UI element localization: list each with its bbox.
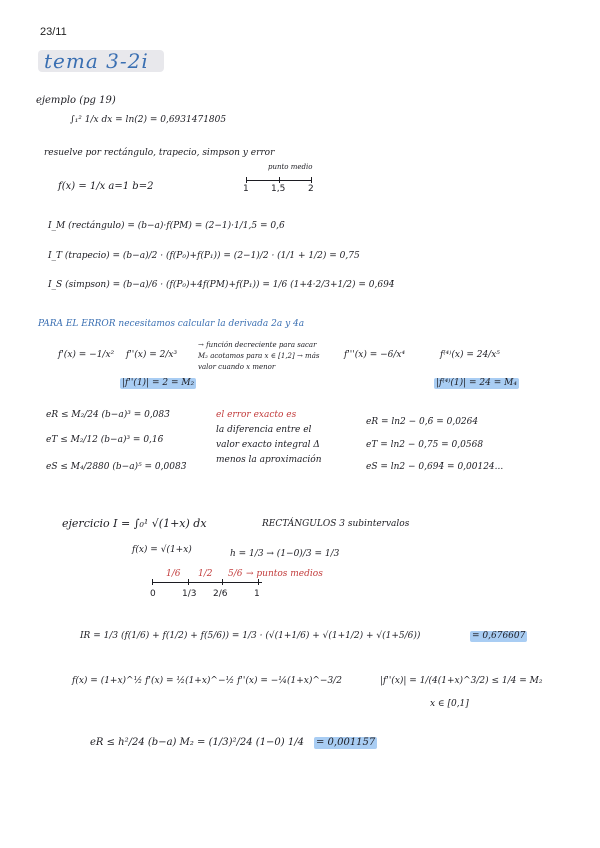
simpson-rule: I_S (simpson) = (b−a)/6 · (f(P₀)+4f(PM)+f(P₁)) = 1/6 (1+4·2/3+1/2) = 0,694̄: [48, 280, 395, 290]
exercise-step: h = 1/3 → (1−0)/3 = 1/3: [230, 549, 340, 559]
date: 23/11: [40, 26, 67, 38]
rectangle-result: = 0,676607: [472, 631, 526, 641]
error-bound-trapezoid: eT ≤ M₂/12 (b−a)³ = 0,16̄: [46, 435, 164, 445]
midpoint-label: punto medio: [268, 163, 313, 171]
midpoint-value: 1/6: [166, 569, 181, 579]
error-bound-rectangle: eR ≤ M₂/24 (b−a)³ = 0,083̄: [46, 410, 170, 420]
axis-tick: [246, 177, 247, 183]
rectangle-rule: I_M (rectángulo) = (b−a)·f(PM) = (2−1)·1/1,5 = 0,6̄: [48, 221, 285, 231]
explain-line: menos la aproximación: [216, 455, 322, 465]
first-derivative: f'(x) = −1/x²: [58, 350, 115, 360]
axis-tick: [258, 579, 259, 585]
exercise-function: f(x) = √(1+x): [132, 545, 192, 555]
third-derivative: f'''(x) = −6/x⁴: [344, 350, 406, 360]
axis-tick-label: 2/6: [213, 589, 228, 599]
example-integral: ∫₁² 1/x dx = ln(2) = 0,6931471805: [70, 115, 227, 125]
actual-error-simpson: eS = ln2 − 0,694̄ = 0,00124...: [366, 462, 504, 472]
axis-tick-label: 1: [254, 589, 260, 599]
bound-interval: x ∈ [0,1]: [430, 699, 469, 709]
fourth-derivative: f⁽⁴⁾(x) = 24/x⁵: [440, 350, 500, 360]
axis-tick: [279, 177, 280, 183]
axis-tick-label: 0: [150, 589, 156, 599]
explain-line-text: el error exacto es: [216, 410, 297, 420]
exercise-heading: ejercicio I = ∫₀¹ √(1+x) dx: [62, 517, 207, 530]
actual-error-rectangle: eR = ln2 − 0,6̄ = 0,0264: [366, 417, 479, 427]
exercise-axis-line: [152, 582, 262, 583]
axis-tick-label: 1: [243, 184, 249, 194]
example-prompt: resuelve por rectángulo, trapecio, simpson y error: [44, 148, 275, 158]
explain-line: [216, 411, 296, 420]
exercise-method: RECTÁNGULOS 3 subintervalos: [262, 519, 410, 529]
explain-line: la diferencia entre el: [216, 425, 312, 435]
m2-value: |f''(1)| = 2 = M₂: [122, 378, 195, 388]
error-heading: PARA EL ERROR necesitamos calcular la derivada 2a y 4a: [38, 319, 305, 329]
rectangle-sum: IR = 1/3 (f(1/6) + f(1/2) + f(5/6)) = 1/3 · (√(1+1/6) + √(1+1/2) + √(1+5/6)): [80, 631, 421, 641]
error-bound-simpson: eS ≤ M₄/2880 (b−a)⁵ = 0,0083̄: [46, 462, 187, 472]
derivative-note: → función decreciente para sacar M₂ acotamos para x ∈ [1,2] → más valor cuando x menor: [198, 341, 320, 371]
derivative-bound: |f''(x)| = 1/(4(1+x)^3/2) ≤ 1/4 = M₂: [380, 676, 543, 686]
exercise-derivatives: f(x) = (1+x)^½ f'(x) = ½(1+x)^−½ f''(x) = −¼(1+x)^−3/2: [72, 676, 342, 686]
actual-error-trapezoid: eT = ln2 − 0,75 = 0,0568: [366, 440, 484, 450]
axis-tick: [188, 579, 189, 585]
exercise-error-bound: eR ≤ h²/24 (b−a) M₂ = (1/3)²/24 (1−0) 1/4: [90, 737, 304, 748]
axis-tick: [222, 579, 223, 585]
axis-tick: [152, 579, 153, 585]
exercise-error-result: = 0,001157: [316, 737, 376, 748]
axis-tick: [311, 177, 312, 183]
midpoint-value: 5/6: [228, 569, 243, 579]
axis-tick-label: 2: [308, 184, 314, 194]
axis-tick-label: 1/3: [182, 589, 197, 599]
m4-value: |f⁽⁴⁾(1)| = 24 = M₄: [436, 378, 517, 388]
midpoint-value: 1/2: [198, 569, 213, 579]
page-title: tema 3-2i: [44, 49, 149, 73]
second-derivative: f''(x) = 2/x³: [126, 350, 178, 360]
trapezoid-rule: I_T (trapecio) = (b−a)/2 · (f(P₀)+f(P₁)) = (2−1)/2 · (1/1 + 1/2) = 0,75: [48, 251, 360, 261]
midpoints-note: → puntos medios: [246, 569, 323, 579]
explain-line: valor exacto integral Δ: [216, 440, 320, 450]
axis-tick-label: 1,5: [271, 184, 286, 194]
example-heading: ejemplo (pg 19): [36, 95, 116, 106]
function-definition: f(x) = 1/x a=1 b=2: [58, 181, 154, 192]
